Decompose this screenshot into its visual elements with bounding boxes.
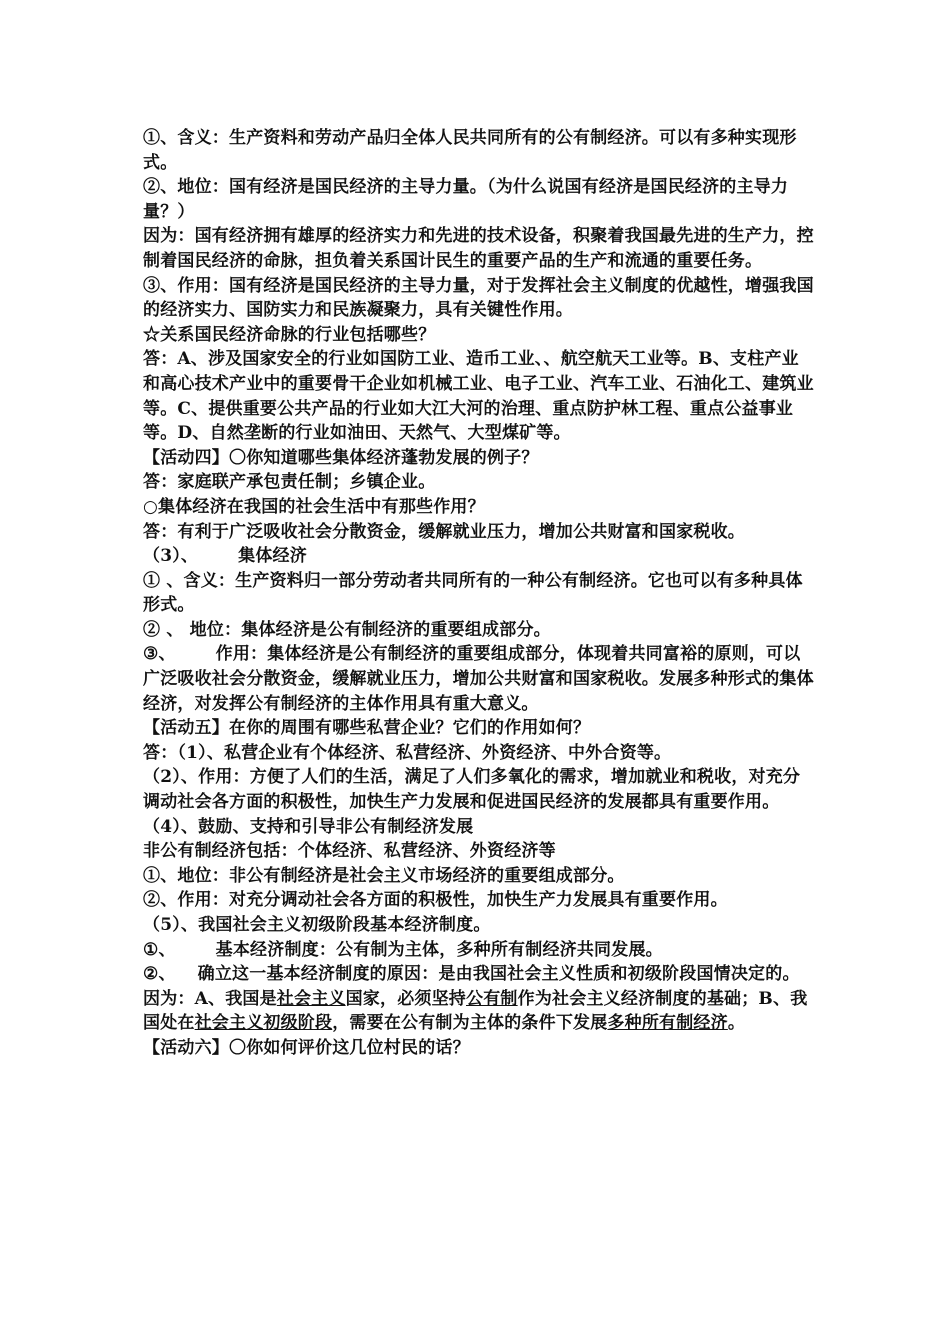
item-text: 确立这一基本经济制度的原因：是由我国社会主义性质和初级阶段国情决定的。 [197,964,800,985]
underlined-term: 社会主义 [276,988,346,1009]
paragraph: 答：有利于广泛吸收社会分散资金，缓解就业压力，增加公共财富和国家税收。 [143,521,745,542]
underlined-term: 社会主义初级阶段 [194,1013,333,1034]
text-run: 作为社会主义经济制度的基础；B、我国处在 [143,988,808,1034]
underlined-term: 公有制 [466,988,518,1009]
item-text: 基本经济制度：公有制为主体，多种所有制经济共同发展。 [215,939,663,960]
text-run: 因为：A、我国是 [143,988,277,1009]
paragraph [143,987,815,1036]
paragraph: 答：家庭联产承包责任制；乡镇企业。 [143,472,436,493]
section-title: 、鼓励、支持和引导非公有制经济发展 [180,816,474,837]
paragraph: 非公有制经济包括：个体经济、私营经济、外资经济等 [143,841,556,862]
item-number: ②、 [143,964,176,985]
section-heading [143,544,815,569]
paragraph: ☆关系国民经济命脉的行业包括哪些？ [143,324,436,345]
section-number: （3）、 [143,546,199,567]
paragraph: 【活动六】〇你如何评价这几位村民的话？ [143,1037,470,1058]
item-text: 、含义：生产资料归一部分劳动者共同所有的一种公有制经济。它也可以有多种具体形式。 [143,570,803,616]
paragraph: 【活动五】在你的周围有哪些私营企业？它们的作用如何？ [143,718,591,739]
text-run: 。 [727,1013,746,1034]
paragraph: 【活动四】〇你知道哪些集体经济蓬勃发展的例子？ [143,447,539,468]
paragraph: 因为：国有经济拥有雄厚的经济实力和先进的技术设备，积聚着我国最先进的生产力，控制着国民经济的命脉，担负着关系国计民生的重要产品的生产和流通的重要任务。 [143,226,814,271]
paragraph: ③、作用：国有经济是国民经济的主导力量，对于发挥社会主义制度的优越性，增强我国的经济实力、国防实力和民族凝聚力，具有关键性作用。 [143,275,814,321]
paragraph: ①、地位：非公有制经济是社会主义市场经济的重要组成部分。 [143,865,625,886]
document-body [143,126,815,1061]
paragraph: 答：（1）、私营企业有个体经济、私营经济、外资经济、中外合资等。 [143,742,672,763]
item-separator: 、 [166,619,184,640]
underlined-term: 多种所有制经济 [607,1013,728,1034]
paragraph [143,618,815,643]
paragraph [143,642,815,716]
paragraph [143,938,815,963]
section-title: 集体经济 [238,546,307,567]
item-text: 地位：集体经济是公有制经济的重要组成部分。 [189,619,551,640]
text-run: ，需要在公有制为主体的条件下发展 [332,1013,608,1034]
paragraph [143,815,815,840]
section-number: （4） [143,816,181,837]
paragraph: ○集体经济在我国的社会生活中有那些作用？ [143,496,485,517]
paragraph: ②、作用：对充分调动社会各方面的积极性，加快生产力发展具有重要作用。 [143,890,728,911]
paragraph: （2）、作用：方便了人们的生活，满足了人们多氧化的需求，增加就业和税收，对充分调动社会各方面的积极性，加快生产力发展和促进国民经济的发展都具有重要作用。 [143,767,801,813]
text-run: 国家，必须坚持 [345,988,467,1009]
item-number: ② [143,619,161,640]
paragraph: （5）、我国社会主义初级阶段基本经济制度。 [143,915,491,935]
paragraph: 答：A、涉及国家安全的行业如国防工业、造币工业、、航空航天工业等。B、支柱产业和高心技术产业中的重要骨干企业如机械工业、电子工业、汽车工业、石油化工、建筑业等。C、提供重要公共产品的行业如大江大河的治理、重点防护林工程、重点公益事业等。D、自然垄断的行业如油田、天然气、大型煤矿等。 [143,349,814,444]
item-number: ③、 [143,644,176,665]
item-number: ①、 [143,939,176,960]
item-number: ① [143,570,161,591]
paragraph [143,962,815,987]
item-text: 作用：集体经济是公有制经济的重要组成部分，体现着共同富裕的原则，可以广泛吸收社会分散资金，缓解就业压力，增加公共财富和国家税收。发展多种形式的集体经济，对发挥公有制经济的主体作用具有重大意义。 [143,644,814,714]
paragraph: ①、含义：生产资料和劳动产品归全体人民共同所有的公有制经济。可以有多种实现形式。 [143,128,797,173]
paragraph: ②、地位：国有经济是国民经济的主导力量。（为什么说国有经济是国民经济的主导力量？） [143,177,789,222]
paragraph [143,569,815,618]
